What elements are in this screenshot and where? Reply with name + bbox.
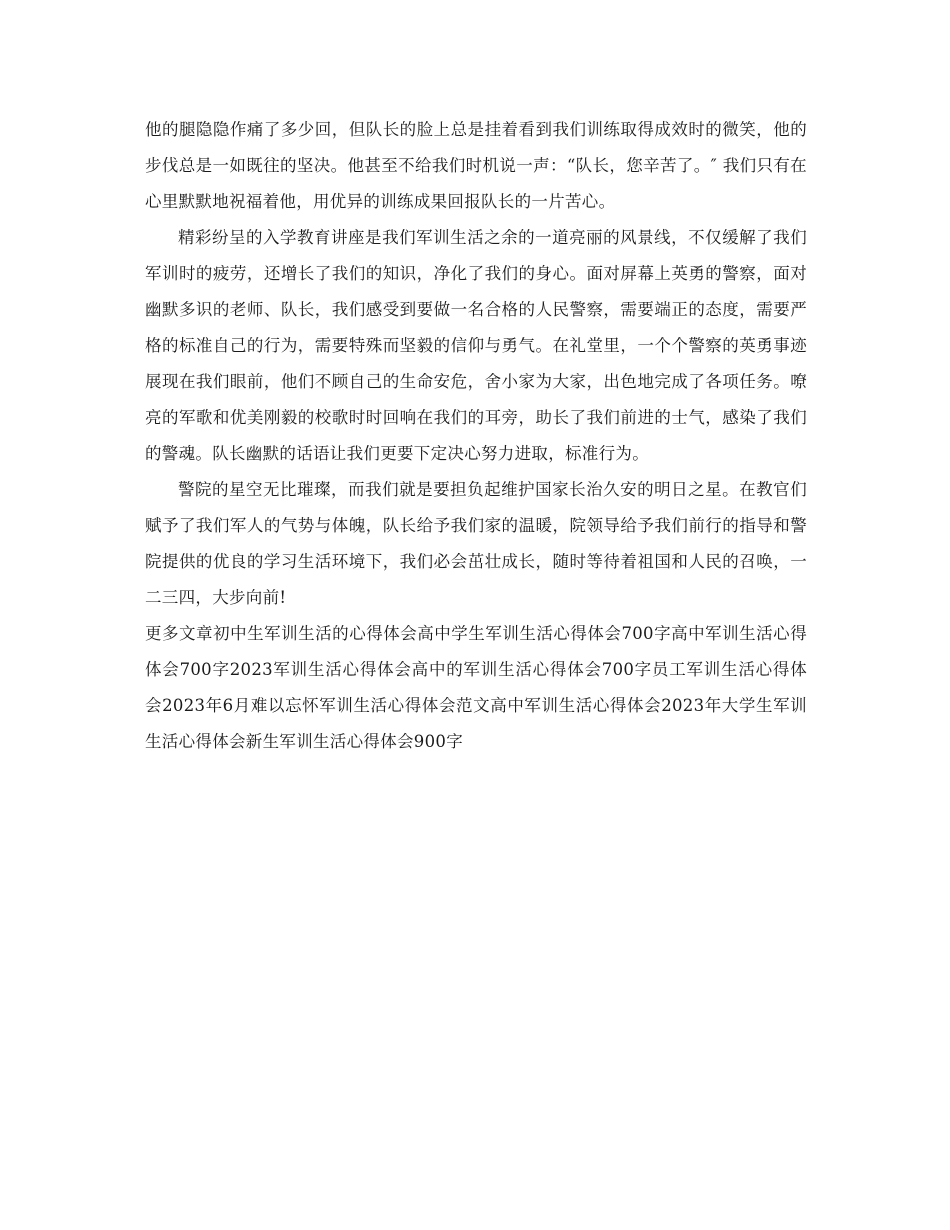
paragraph-2: 精彩纷呈的入学教育讲座是我们军训生活之余的一道亮丽的风景线，不仅缓解了我们军训时的疲劳，还增长了我们的知识，净化了我们的身心。面对屏幕上英勇的警察，面对幽默多识的老师、队长，我们感受到要做一名合格的人民警察，需要端正的态度，需要严格的标准自己的行为，需要特殊而坚毅的信仰与勇气。在礼堂里，一个个警察的英勇事迹展现在我们眼前，他们不顾自己的生命安危，舍小家为大家，出色地完成了各项任务。嘹亮的军歌和优美刚毅的校歌时时回响在我们的耳旁，助长了我们前进的士气，感染了我们的警魂。队长幽默的话语让我们更要下定决心努力进取，标准行为。 (145, 228, 807, 463)
paragraph-3: 警院的星空无比璀璨，而我们就是要担负起维护国家长治久安的明日之星。在教官们赋予了我们军人的气势与体魄，队长给予我们家的温暖，院领导给予我们前行的指导和警院提供的优良的学习生活环境下，我们必会茁壮成长，随时等待着祖国和人民的召唤，一二三四，大步向前! (145, 480, 807, 607)
related-articles-text: 更多文章初中生军训生活的心得体会高中学生军训生活心得体会700字高中军训生活心得体会700字2023军训生活心得体会高中的军训生活心得体会700字员工军训生活心得体会2023年6月难以忘怀军训生活心得体会范文高中军训生活心得体会2023年大学生军训生活心得体会新生军训生活心得体会900字 (145, 624, 807, 751)
document-body (145, 112, 807, 760)
paragraph-1: 他的腿隐隐作痛了多少回，但队长的脸上总是挂着看到我们训练取得成效时的微笑，他的步伐总是一如既往的坚决。他甚至不给我们时机说一声：“队长，您辛苦了。″ 我们只有在心里默默地祝福着他，用优异的训练成果回报队长的一片苦心。 (145, 120, 807, 211)
